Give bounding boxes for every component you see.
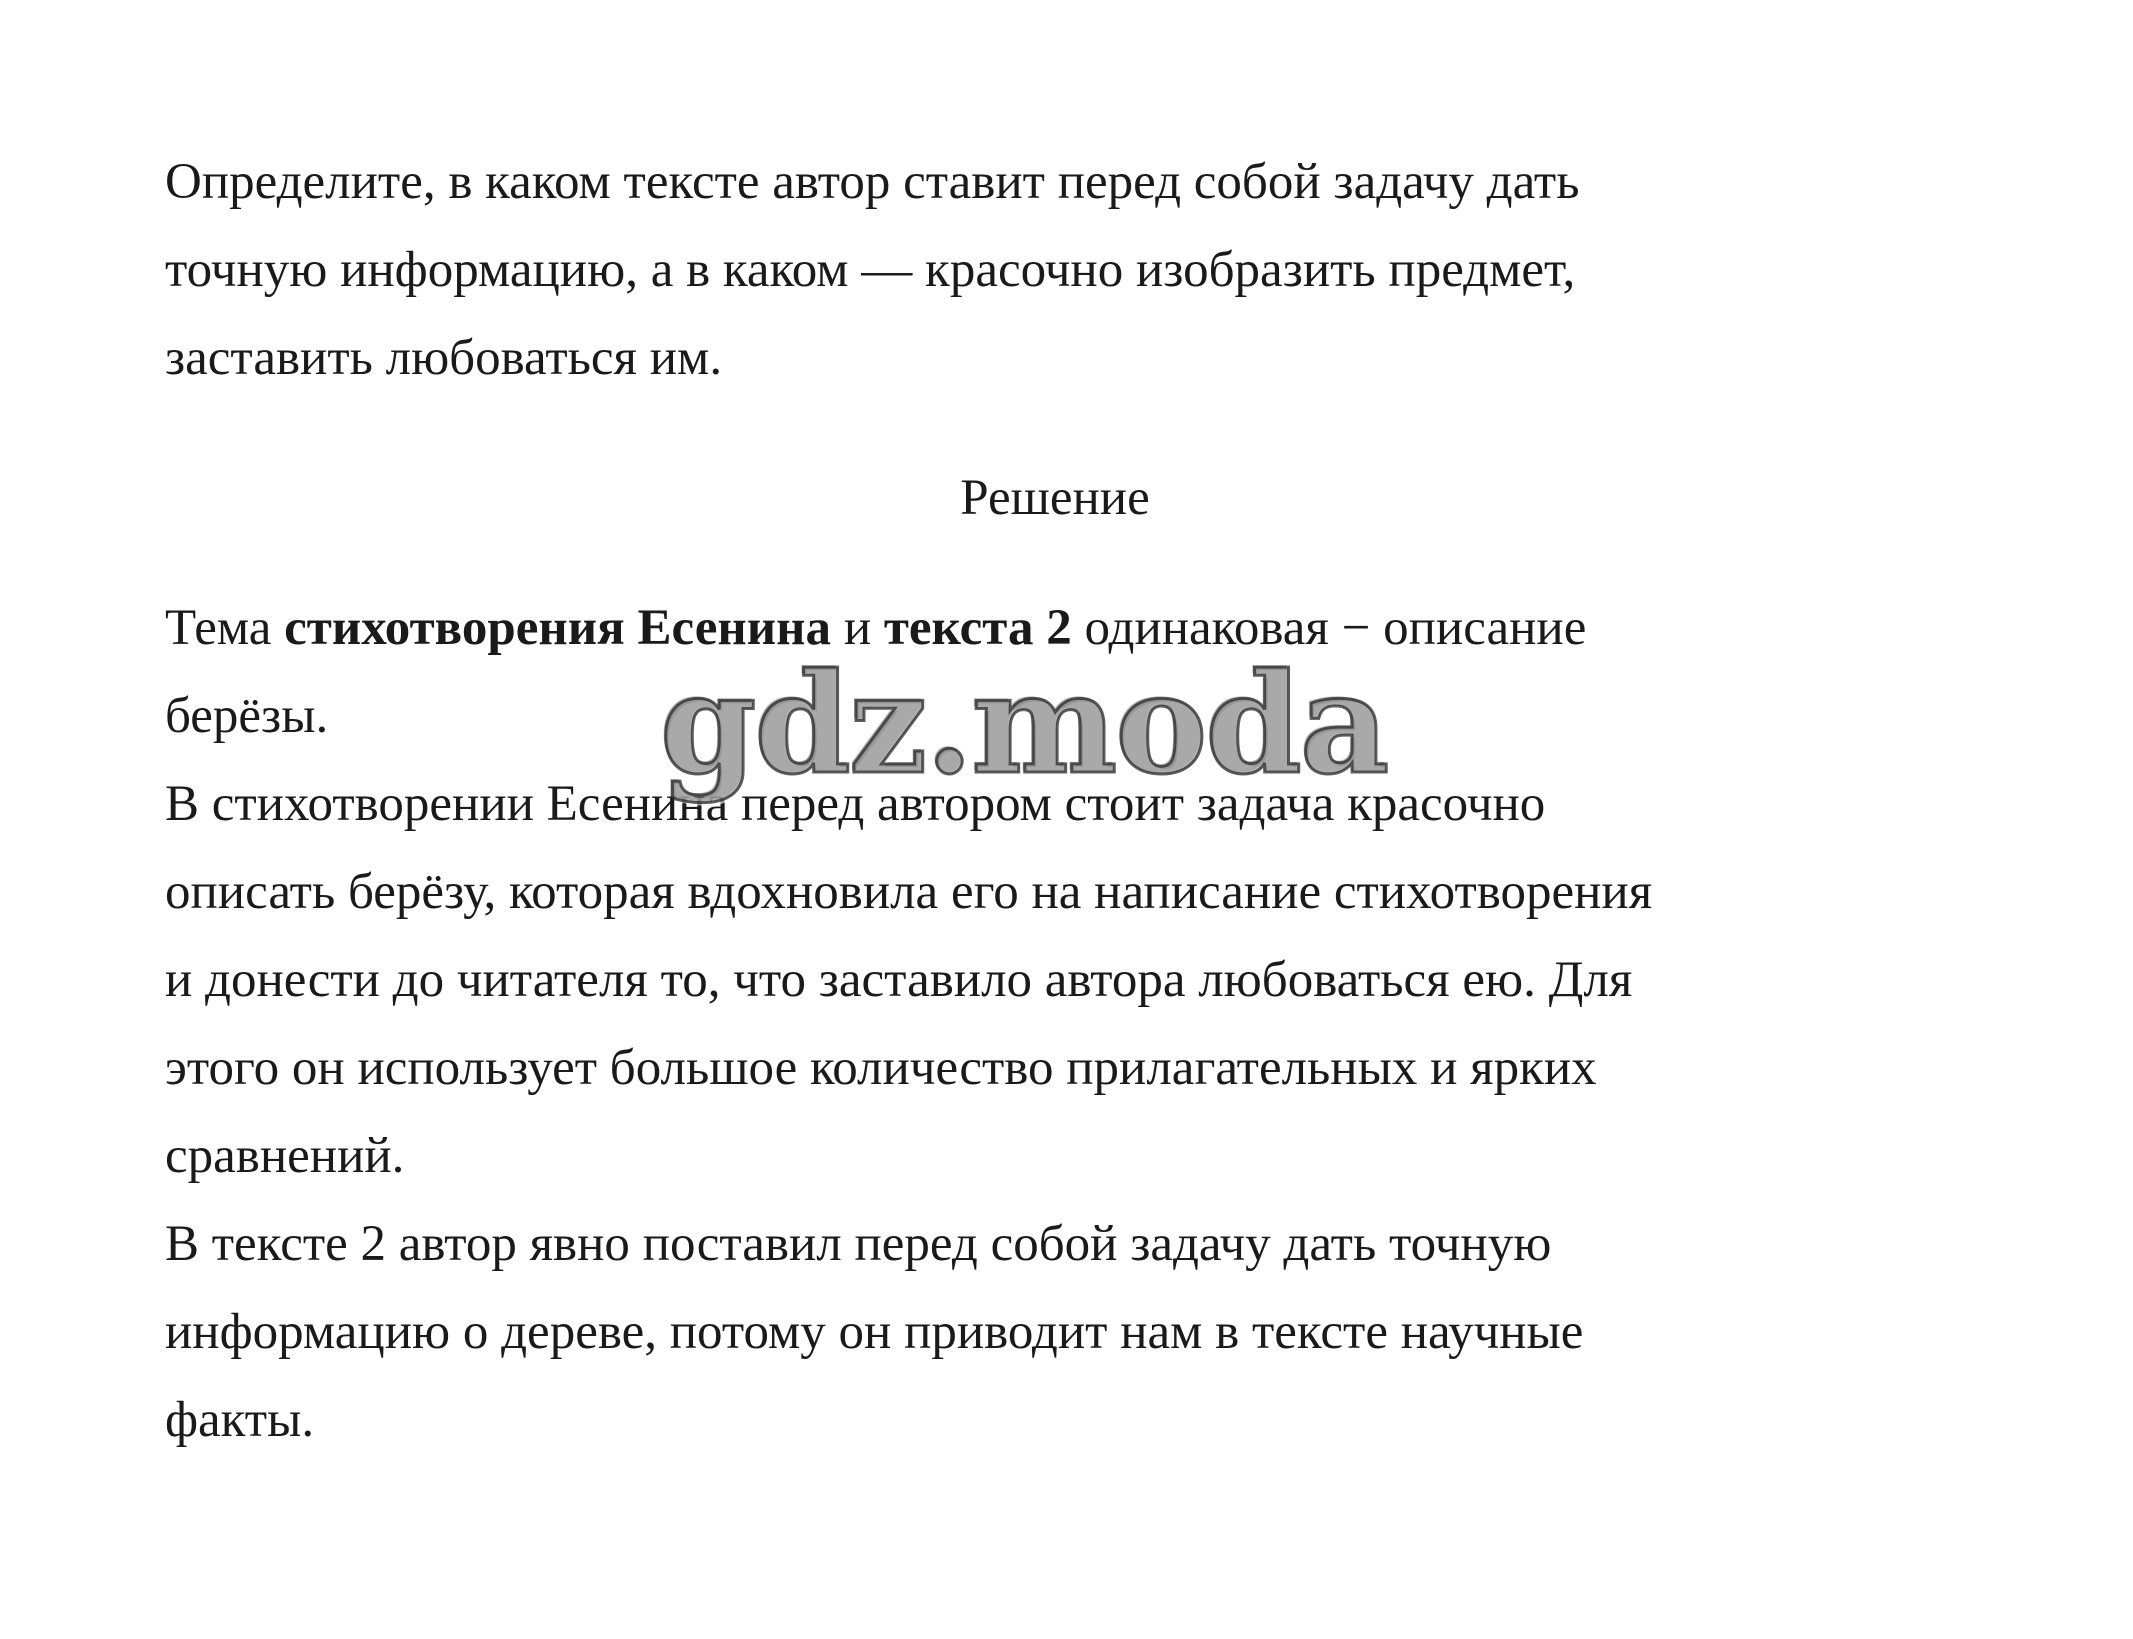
- paragraph-line: этого он использует большое количество прилагательных и ярких: [165, 1040, 1597, 1096]
- paragraph-line: факты.: [165, 1392, 315, 1448]
- bold-text-run: стихотворения Есенина: [284, 600, 832, 656]
- solution-paragraph-text2: [165, 1200, 1995, 1464]
- paragraph-line: сравнений.: [165, 1128, 405, 1184]
- document-page: [165, 138, 1995, 1464]
- task-line: Определите, в каком тексте автор ставит перед собой задачу дать: [165, 154, 1580, 210]
- solution-paragraph-theme: [165, 584, 1995, 760]
- paragraph-line: В стихотворении Есенина перед автором стоит задача красочно: [165, 776, 1546, 832]
- paragraph-line: и донести до читателя то, что заставило автора любоваться ею. Для: [165, 952, 1633, 1008]
- watermark-logo: gdz.moda: [660, 642, 1388, 805]
- paragraph-line: [165, 584, 1995, 672]
- task-line: точную информацию, а в каком — красочно изобразить предмет,: [165, 242, 1576, 298]
- paragraph-line: описать берёзу, которая вдохновила его на написание стихотворения: [165, 864, 1653, 920]
- solution-heading: Решение: [960, 470, 1150, 526]
- bold-text-run: текста 2: [883, 600, 1072, 656]
- solution-paragraph-esenin: [165, 760, 1995, 1200]
- paragraph-line: берёзы.: [165, 688, 329, 744]
- paragraph-line: информацию о дереве, потому он приводит нам в тексте научные: [165, 1304, 1584, 1360]
- task-text: [165, 138, 1995, 402]
- task-line: заставить любоваться им.: [165, 330, 723, 386]
- text-run: Тема: [165, 600, 285, 656]
- text-run: и: [831, 600, 884, 656]
- paragraph-line: В тексте 2 автор явно поставил перед собой задачу дать точную: [165, 1216, 1552, 1272]
- text-run: одинаковая − описание: [1071, 600, 1587, 656]
